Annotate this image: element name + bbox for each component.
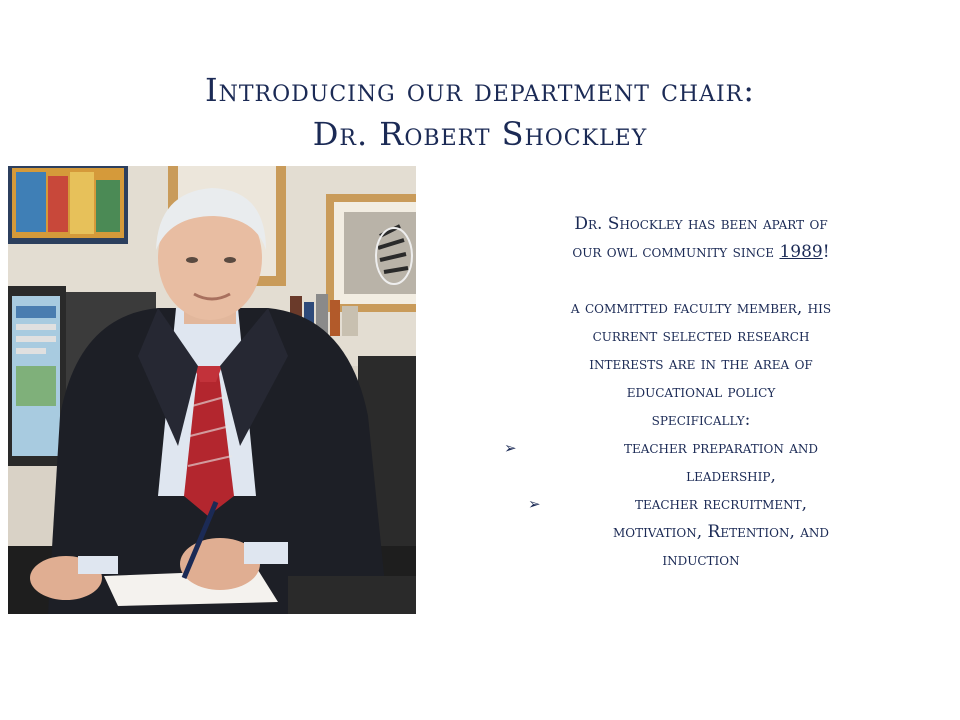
intro-exclaim: ! <box>822 242 830 262</box>
bullet-item-1 <box>476 434 926 462</box>
intro-year: 1989 <box>779 242 823 262</box>
bullet-1-line-1: teacher preparation and <box>623 438 819 458</box>
p2-line-4: educational policy <box>626 382 776 402</box>
title-line-1: Introducing our department chair: <box>204 71 756 109</box>
slide-title <box>0 68 960 156</box>
arrow-bullet-icon: ➢ <box>504 439 517 457</box>
arrow-bullet-icon: ➢ <box>528 495 541 513</box>
bullet-item-2 <box>476 490 926 518</box>
p2-line-1: a committed faculty member, his <box>570 298 832 318</box>
bullet-2-line-3: induction <box>662 550 740 570</box>
bullet-1-line-2: leadership, <box>686 466 776 486</box>
p2-line-5: specifically: <box>651 410 751 430</box>
bio-text <box>476 210 926 574</box>
intro-line-2 <box>476 238 926 266</box>
intro-line-1: Dr. Shockley has been apart of <box>574 214 828 234</box>
p2-line-3: interests are in the area of <box>589 354 813 374</box>
bullet-2-line-2: motivation, Retention, and <box>612 522 830 542</box>
intro-line-2-text: our owl community since <box>572 242 780 262</box>
painting-left <box>8 166 128 244</box>
p2-line-2: current selected research <box>592 326 810 346</box>
title-line-2: Dr. Robert Shockley <box>312 115 648 153</box>
spacer <box>476 266 926 294</box>
bullet-2-line-1: teacher recruitment, <box>634 494 808 514</box>
portrait-photo <box>8 166 416 614</box>
